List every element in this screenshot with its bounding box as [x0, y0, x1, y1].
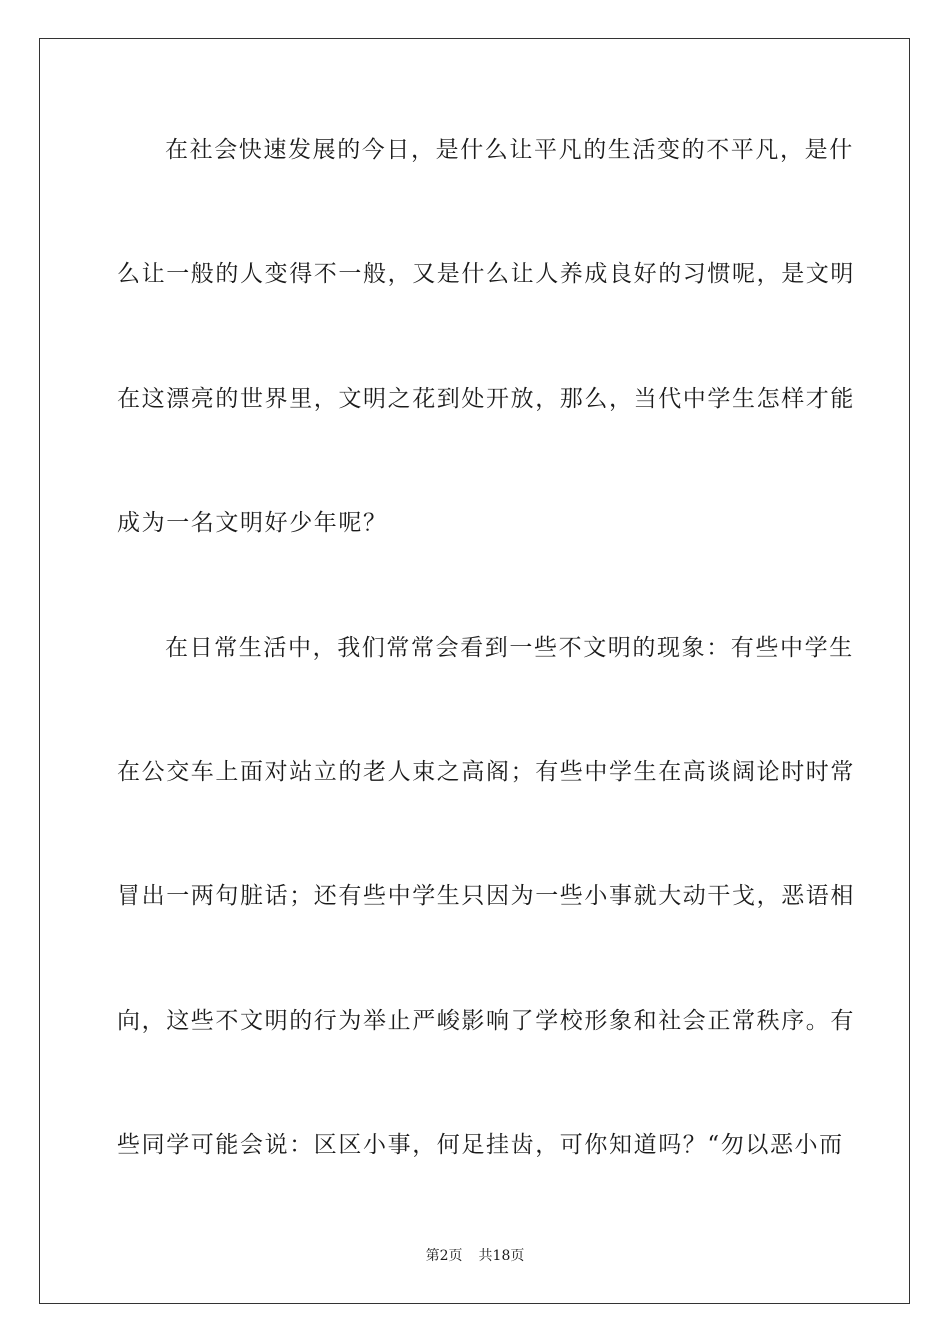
text-line: 在公交车上面对站立的老人束之高阁；有些中学生在高谈阔论时时常 — [117, 759, 855, 785]
text-line: 些同学可能会说：区区小事，何足挂齿，可你知道吗？“勿以恶小而 — [117, 1132, 844, 1158]
page-frame — [39, 38, 910, 1304]
text-line: 成为一名文明好少年呢？ — [117, 510, 388, 536]
text-line: 向，这些不文明的行为举止严峻影响了学校形象和社会正常秩序。有 — [117, 1008, 855, 1034]
text-line: 在日常生活中，我们常常会看到一些不文明的现象：有些中学生 — [165, 635, 854, 661]
text-line: 在社会快速发展的今日，是什么让平凡的生活变的不平凡，是什 — [165, 137, 854, 163]
text-line: 么让一般的人变得不一般，又是什么让人养成良好的习惯呢，是文明 — [117, 261, 855, 287]
text-line: 冒出一两句脏话；还有些中学生只因为一些小事就大动干戈，恶语相 — [117, 883, 855, 909]
page-number: 第2页 — [425, 1248, 463, 1264]
text-line: 在这漂亮的世界里，文明之花到处开放，那么，当代中学生怎样才能 — [117, 386, 855, 412]
total-pages: 共18页 — [478, 1248, 525, 1264]
page-footer — [0, 1247, 950, 1265]
